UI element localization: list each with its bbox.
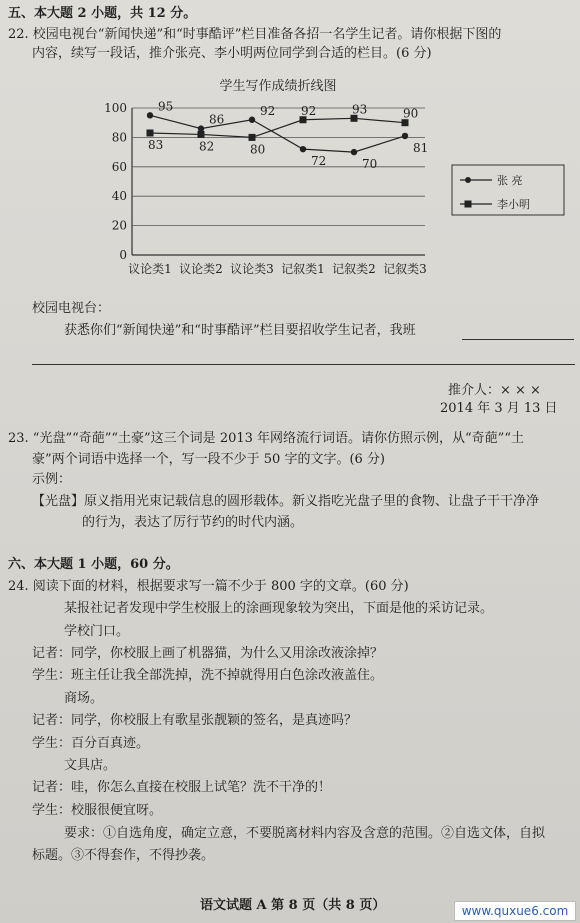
data-point: [198, 125, 204, 131]
data-label: 81: [413, 140, 429, 155]
q24-intro: 24. 阅读下面的材料，根据要求写一篇不少于 800 字的文章。(60 分): [8, 579, 409, 594]
section5-title: 五、本大题 2 小题，共 12 分。: [8, 6, 197, 21]
x-tick-label: 议论类1: [128, 262, 172, 276]
legend-marker: [465, 201, 472, 208]
material-line: 学生：校服很便宜呀。: [32, 803, 163, 818]
y-tick-label: 40: [111, 189, 127, 204]
q23-line1: 23. “光盘”“奇葩”“土豪”这三个词是 2013 年网络流行词语。请你仿照示例，从“奇葩”“土: [8, 431, 524, 446]
date: 2014 年 3 月 13 日: [440, 401, 558, 416]
legend-label: 张 亮: [497, 174, 523, 187]
y-tick-label: 0: [119, 248, 127, 262]
data-label: 72: [311, 154, 327, 169]
data-label: 86: [209, 112, 225, 127]
data-point: [249, 134, 256, 141]
answer-line-2[interactable]: [32, 364, 575, 365]
data-label: 82: [199, 139, 215, 154]
x-tick-label: 记叙类1: [281, 262, 325, 276]
score-line-chart: [0, 70, 580, 285]
data-point: [198, 131, 205, 138]
legend-label: 李小明: [497, 198, 530, 211]
requirement-line1: 要求：①自选角度，确定立意，不要脱离材料内容及含意的范围。②自选文体，自拟: [64, 826, 546, 841]
chart-title: 学生写作成绩折线图: [219, 79, 337, 94]
data-label: 83: [148, 137, 164, 152]
material-line: 商场。: [64, 691, 104, 706]
requirement-line2: 标题。③不得套作，不得抄袭。: [32, 848, 215, 863]
watermark[interactable]: www.quxue6.com: [454, 901, 576, 921]
y-tick-label: 80: [111, 130, 127, 145]
legend-marker: [465, 177, 471, 183]
x-tick-label: 记叙类2: [332, 262, 376, 276]
data-label: 95: [158, 99, 174, 114]
example-label: 示例：: [32, 472, 72, 487]
recommend-body: 获悉你们“新闻快递”和“时事酷评”栏目要招收学生记者，我班: [64, 323, 416, 338]
answer-line-1[interactable]: [462, 339, 574, 340]
data-point: [351, 149, 357, 155]
x-tick-label: 议论类3: [230, 262, 274, 276]
data-label: 92: [301, 103, 317, 118]
section6-title: 六、本大题 1 小题，60 分。: [8, 557, 179, 572]
data-label: 70: [362, 157, 378, 172]
material-line: 文具店。: [64, 758, 117, 773]
station-label: 校园电视台：: [32, 301, 111, 316]
page-footer: 语文试题 A 第 8 页（共 8 页）: [200, 898, 386, 913]
y-tick-label: 60: [111, 159, 127, 174]
q22-line1: 22. 校园电视台“新闻快递”和“时事酷评”栏目准备各招一名学生记者。请你根据下图的: [8, 27, 502, 42]
material-line: 学生：班主任让我全部洗掉，洗不掉就得用白色涂改液盖住。: [32, 668, 384, 683]
material-line: 记者：同学，你校服上画了机器猫，为什么又用涂改液涂掉？: [32, 646, 384, 661]
y-tick-label: 100: [104, 101, 127, 115]
x-tick-label: 记叙类3: [383, 262, 427, 276]
material-line: 学生：百分百真迹。: [32, 736, 150, 751]
example-line1: 【光盘】原义指用光束记载信息的圆形载体。新义指吃光盘子里的食物、让盘子干干净净: [32, 494, 540, 509]
data-point: [402, 133, 408, 139]
signer: 推介人：× × ×: [448, 383, 541, 398]
data-label: 90: [403, 106, 419, 121]
material-line: 记者：哇，你怎么直接在校服上试笔？洗不干净的！: [32, 780, 332, 795]
data-label: 80: [250, 142, 266, 157]
y-tick-label: 20: [111, 218, 127, 233]
material-line: 某报社记者发现中学生校服上的涂画现象较为突出，下面是他的采访记录。: [64, 601, 494, 616]
data-point: [147, 112, 153, 118]
material-line: 记者：同学，你校服上有歌星张靓颖的签名，是真迹吗？: [32, 713, 358, 728]
example-line2: 的行为，表达了厉行节约的时代内涵。: [82, 515, 304, 530]
data-point: [147, 129, 154, 136]
q23-line2: 豪”两个词语中选择一个，写一段不少于 50 字的文字。(6 分): [32, 452, 385, 467]
material-line: 学校门口。: [64, 624, 130, 639]
data-label: 93: [352, 102, 368, 117]
data-point: [249, 117, 255, 123]
x-tick-label: 议论类2: [179, 262, 223, 276]
q22-line2: 内容，续写一段话，推介张亮、李小明两位同学到合适的栏目。(6 分): [32, 46, 432, 61]
data-point: [300, 146, 306, 152]
data-label: 92: [260, 103, 276, 118]
